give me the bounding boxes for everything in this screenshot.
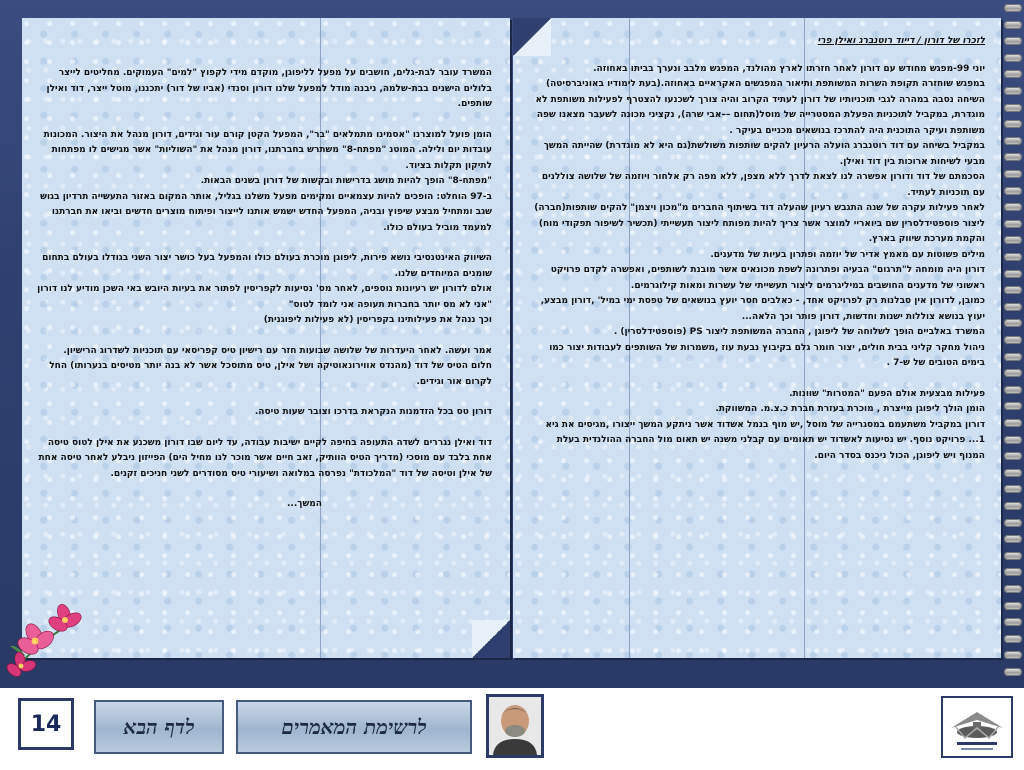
binding-ring: [1004, 635, 1022, 643]
paragraph: פעילות מבצעית אולם הפעם "המטרות" שוונות. הומן הולך ליפוגן מייצרת , מוכרת בעזרת חברת כ.צ.מ. המשווקת. דורון במקביל משתעמם במסגרייה של מוסל ,יש מוף בנמל אשדוד אשר ניתקע המשך ייצורו ,מגיסים את גיא 1... פרויקט נוסף. יש נסיעות לאשדוד יש תאומים עם קבלני משנה יש תאום מול החברה ההולנדית בעלת המנוף ויש ליפוגן, הכול ניכנס בסדר היום.: [545, 388, 985, 461]
spiral-binding: [1002, 4, 1022, 682]
binding-ring: [1004, 585, 1022, 593]
paragraph: אמר ועשה. לאחר היעדרות של שלושה שבועות חזר עם רישיון טיס קפריסאי עם תוכניות לשדרוג הרישיון. חלום הטיס של דוד (מהנדס אווירונאוטיקה ושל אילן, טיס מתוסכל אשר לא בנה יותר מטיסים בנערותו) החל לקרום אור וגידים.: [49, 345, 492, 387]
binding-ring: [1004, 170, 1022, 178]
binding-ring: [1004, 120, 1022, 128]
binding-ring: [1004, 402, 1022, 410]
paragraph: השיווק האינטנסיבי נושא פירות, ליפוגן מוכרת בעולם כולו והמפעל בעל כושר יצור השני בגודלו בעולם בתחום שומנים המיוחדים שלנו. אולם לדורון יש רעיונות נוספים, לאחר מס' נסיעות לקפריסין לפתור את בעיות היובש באי השכן מודיע לנו דורון "אני לא מס יותר בחברות תעופה אני לומד לטוס" וכך ננהל את פעילותינו בקפריסין (לא פעילות ליפוגנית): [37, 253, 492, 325]
page-curl-corner: [472, 620, 510, 658]
flower-icon: [6, 596, 92, 680]
binding-ring: [1004, 37, 1022, 45]
binding-ring: [1004, 568, 1022, 576]
binding-ring: [1004, 270, 1022, 278]
binding-ring: [1004, 70, 1022, 78]
binding-ring: [1004, 419, 1022, 427]
paragraph: דוד ואילן נגררים לשדה התעופה בחיפה לקיים ישיבות עבודה, עד ליום שבו דורון משכנע את אילן לטוס טיסה אחת בלבד עם מוסכי (מדריך הטיס הוותיק, זאב חיים אשר מוכר לנו מחיל הים) הפייזון ניבלע לאחר טיסה אחת של אילן וטיסה של דוד "המלכודת" נפרסה במלואה ושיעורי טיס מסודרים לשני חניכים זקנים.: [38, 437, 492, 479]
paragraph: דורון טס בכל הזדמנות הנקראת בדרכו וצובר שעות טיסה.: [254, 407, 492, 417]
binding-ring: [1004, 651, 1022, 659]
binding-ring: [1004, 436, 1022, 444]
binding-ring: [1004, 386, 1022, 394]
binding-ring: [1004, 21, 1022, 29]
binding-ring: [1004, 87, 1022, 95]
submarine-logo: [941, 696, 1013, 758]
paragraph: יוני 99-מפגש מחודש עם דורון לאחר חזרתו לארץ מהולנד, המפגש מלבב ונערך בביתו באחוזה. במפגש שוחזרה תקופת השרות המשותפת ותיאור המפגשים האקראיים באחוזה.(בעת לימודיו באוניברסיטה) השיחה נסבה במהרה לגבי תוכניותיו של דורון לעתיד הקרוב והיה צורך לשכנעו להצטרף לפעילות משותפת לא מוגדרת, במקביל לתוכניות הפעלת המסטרייה של מוסל(תחום ––אבי שרה), נקציני מכונה לשעבר מצאנו שפה משותפת ועיקר התוכנית היה להתרכז בנושאים מכניים בעיקר . במקביל בשיחה עם דוד רוטנברג הועלה הרעיון להקים שותפות משולשת(גם היא לא מוגדרת) שהייתה המשך מבעי לשיחות ארוכות בין דוד ואילן. הסכמתם של דוד ודורון אפשרה לנו לצאת לדרך ללא מצפן, ללא מפה רק אלחור ויוזמה של שלושה צוללנים עם תוכניות לעתיד. לאחר פעילות עקרה של שנה התגבש רעיון שהעלה דוד בשיתוף החברים מ"מכון ויצמן" להקים שותפות(חברה) ליצור פוספטידלסרין שם ביואריי למוצר אשר צריך להיות מפותח ליצור תעשייתי (תכשיר לשיפור תפקודי מוח) והקמת מערכת שיווק בארץ. מילים פשוטות עם מאמץ אדיר של יוזמה ופתרון בעיות של מדענים. דורון היה מומחה ל"תרגום" הבעיה ופתרונה לשפת מכונאים אשר מובנת לשותפים, ואפשרה לקדם פרויקט ראשוני של מדענים החושבים במיליגרמים ליצור תעשייתי של עשרות ומאות קילוגרמים. כמובן, לדורון אין סבלנות רק לפרויקט אחד, - כאלבים חסר יועץ בנושאים של טפסת ימי במיל' ,דורון מבצע, יעוץ בנושא צוללות ישנות וחדשות, דורון פותר וכך הלאה... המשרד באלביים הופך לשלוחה של ליפוגן , החברה המשותפת ליצור PS (פוספטידלסרין) . ניהול מחקר קליני בבית חולים, יצור חומר גלם בקיבוץ נבעת עוז ,משמרות של השותפים לעבודות יצור כמו בימים הטובים של ש-7 .: [534, 63, 985, 368]
page-number: 14: [18, 698, 74, 750]
binding-ring: [1004, 4, 1022, 12]
portrait-photo-image: [489, 697, 541, 755]
binding-ring: [1004, 618, 1022, 626]
binding-ring: [1004, 153, 1022, 161]
binding-ring: [1004, 552, 1022, 560]
binding-ring: [1004, 369, 1022, 377]
binding-ring: [1004, 220, 1022, 228]
binding-ring: [1004, 336, 1022, 344]
binding-ring: [1004, 502, 1022, 510]
binding-ring: [1004, 668, 1022, 676]
binding-ring: [1004, 319, 1022, 327]
portrait-photo: [486, 694, 544, 758]
binding-ring: [1004, 602, 1022, 610]
submarine-logo-image: [943, 698, 1011, 756]
binding-ring: [1004, 485, 1022, 493]
binding-ring: [1004, 54, 1022, 62]
binding-ring: [1004, 469, 1022, 477]
continued-label: המשך...: [287, 499, 322, 509]
articles-list-button[interactable]: לרשימת המאמרים: [236, 700, 472, 754]
paragraph: הומן פועל למוצרנו "אסמינו מתמלאים "בר", המפעל הקטן קורם עור וגידים, דורון מנהל את היצור. המכונות עובדות יום ולילה. המוטנ "מפתח-8" משתרש בחברתנו, דורון מנהל את "השוליות" אשר מגישים לו מפתחות לתיקון תקלות בציוד. "מפתח-8" הופך להיות מושג בדרישות ובקשות של דורון בשנים הבאות. ב-97 הוחלט: הופכים להיות עצמאיים ומקימים מפעל משלנו בגליל, אותר המקום באזור התעשייה תרדיון בגוש שגב ומתחיל מבצע שיפוץ ובניה, המפעל החדש ישמש אותנו לייצור ופיתוח מוצרים חדשים וביאו את חברתנו למעמד מוביל בעולם כולו.: [40, 129, 492, 233]
binding-ring: [1004, 535, 1022, 543]
left-page: [22, 18, 510, 658]
binding-ring: [1004, 187, 1022, 195]
paragraph: המשרד עובר לבת-גלים, חושבים על מפעל לליפוגן, מוקדם מידי לקפוץ "למים" העמוקים. מחליטים לייצר בלולים הישנים בבת-שלמה, ניבנה מודל למפעל שלנו דורון וסנדי (אביו של דור) יתכננו, מוטל ייצר, דוד ואילן שותפים.: [46, 68, 492, 109]
binding-ring: [1004, 286, 1022, 294]
binding-ring: [1004, 253, 1022, 261]
binding-ring: [1004, 236, 1022, 244]
binding-ring: [1004, 519, 1022, 527]
binding-ring: [1004, 203, 1022, 211]
right-page-text: [533, 34, 985, 479]
binding-ring: [1004, 353, 1022, 361]
binding-ring: [1004, 303, 1022, 311]
binding-ring: [1004, 137, 1022, 145]
right-page: [513, 18, 1001, 658]
next-page-button[interactable]: לדף הבא: [94, 700, 224, 754]
article-header: לזכרו של דורון / דייוד רוטנברג ואילן פרי: [817, 36, 985, 46]
binding-ring: [1004, 452, 1022, 460]
left-page-text: [36, 66, 492, 528]
binding-ring: [1004, 104, 1022, 112]
